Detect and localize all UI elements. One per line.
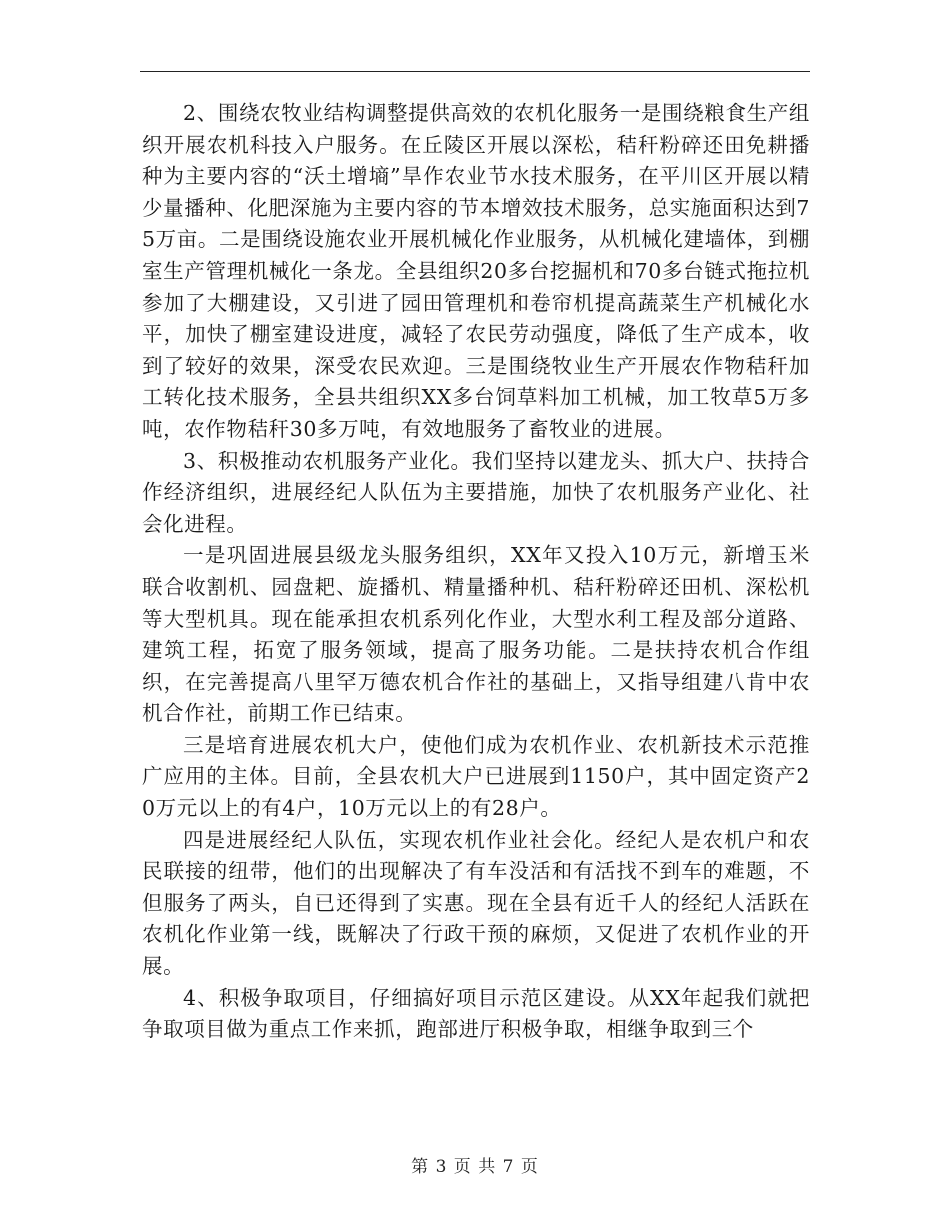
paragraph-mechanization-services: 2、围绕农牧业结构调整提供高效的农机化服务一是围绕粮食生产组织开展农机科技入户服务。在丘陵区开展以深松，秸秆粉碎还田免耕播种为主要内容的“沃土增墒”旱作农业节水技术服务，在平川区开展以精少量播种、化肥深施为主要内容的节本增效技术服务，总实施面积达到75万亩。二是围绕设施农业开展机械化作业服务，从机械化建墙体，到棚室生产管理机械化一条龙。全县组织20多台挖掘机和70多台链式拖拉机参加了大棚建设，又引进了园田管理机和卷帘机提高蔬菜生产机械化水平，加快了棚室建设进度，减轻了农民劳动强度，降低了生产成本，收到了较好的效果，深受农民欢迎。三是围绕牧业生产开展农作物秸秆加工转化技术服务，全县共组织XX多台饲草料加工机械，加工牧草5万多吨，农作物秸秆30多万吨，有效地服务了畜牧业的进展。 — [142, 101, 810, 441]
page-number-footer: 第 3 页 共 7 页 — [411, 1157, 539, 1177]
paragraph-projects: 4、积极争取项目，仔细搞好项目示范区建设。从XX年起我们就把争取项目做为重点工作来抓，跑部进厅积极争取，相继争取到三个 — [142, 985, 810, 1042]
paragraph-large-households: 三是培育进展农机大户，使他们成为农机作业、农机新技术示范推广应用的主体。目前，全县农机大户已进展到1150户，其中固定资产20万元以上的有4户，10万元以上的有28户。 — [142, 732, 810, 821]
paragraph-industrialization: 3、积极推动农机服务产业化。我们坚持以建龙头、抓大户、扶持合作经济组织，进展经纪人队伍为主要措施，加快了农机服务产业化、社会化进程。 — [142, 448, 810, 536]
paragraph-brokers: 四是进展经纪人队伍，实现农机作业社会化。经纪人是农机户和农民联接的纽带，他们的出现解决了有车没活和有活找不到车的难题，不但服务了两头，自已还得到了实惠。现在全县有近千人的经纪人活跃在农机化作业第一线，既解决了行政干预的麻烦，又促进了农机作业的开展。 — [142, 827, 810, 979]
document-body — [142, 98, 810, 1046]
paragraph-leading-organizations: 一是巩固进展县级龙头服务组织，XX年又投入10万元，新增玉米联合收割机、园盘耙、旋播机、精量播种机、秸秆粉碎还田机、深松机等大型机具。现在能承担农机系列化作业，大型水利工程及部分道路、建筑工程，拓宽了服务领域，提高了服务功能。二是扶持农机合作组织，在完善提高八里罕万德农机合作社的基础上，又指导组建八肯中农机合作社，前期工作已结束。 — [142, 543, 810, 726]
header-rule — [140, 71, 810, 72]
